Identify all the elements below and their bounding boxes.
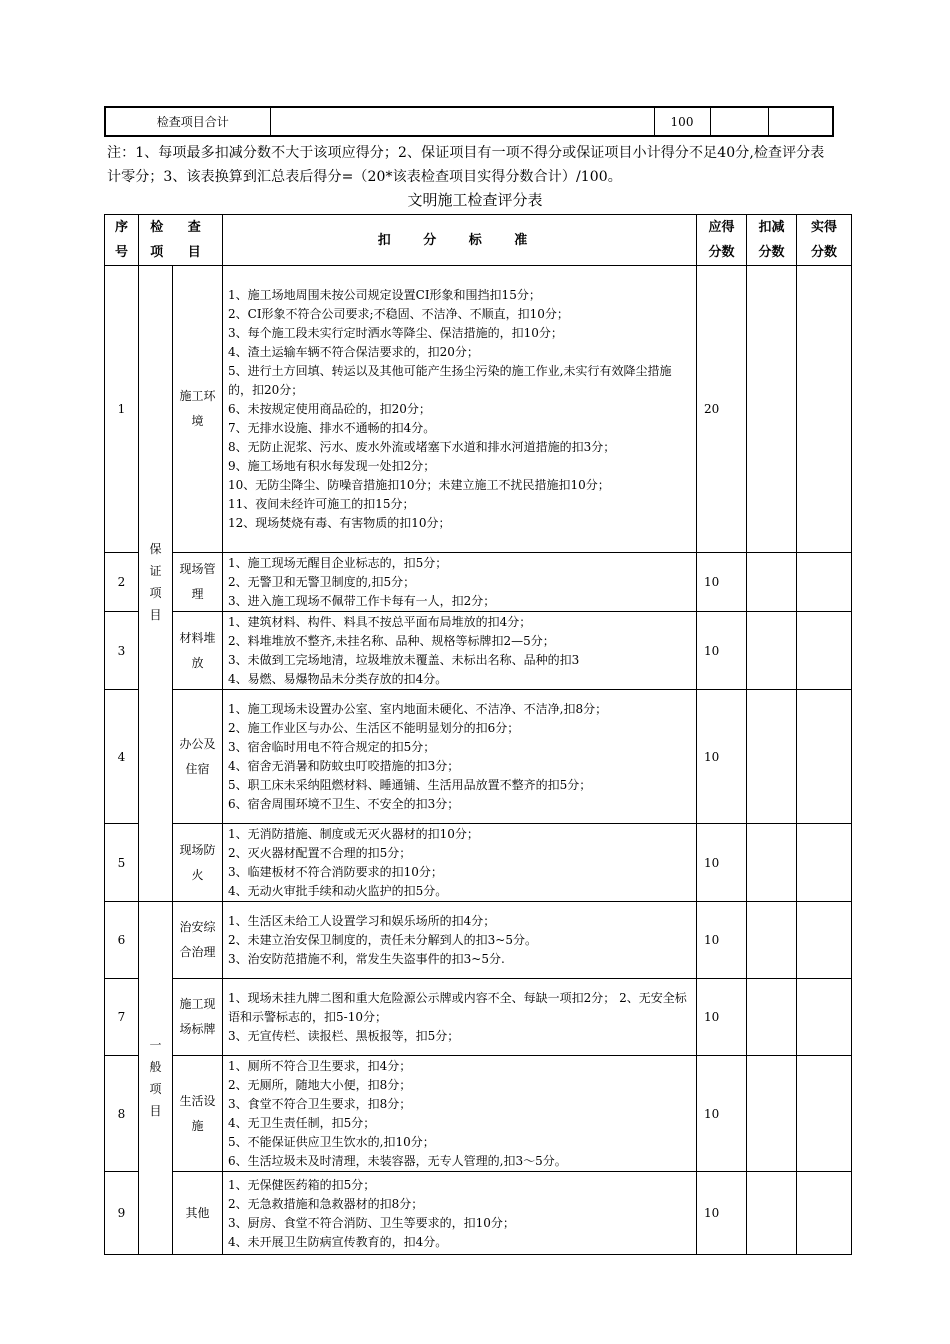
row-item: 施工环境	[173, 266, 223, 553]
standard-line: 3、宿舍临时用电不符合规定的扣5分；	[228, 740, 436, 754]
row-seq: 7	[105, 979, 139, 1056]
standard-line: 3、治安防范措施不利，常发生失盗事件的扣3~5分.	[228, 952, 505, 966]
summary-actual-cell	[768, 107, 833, 136]
table-row	[105, 902, 852, 979]
row-deduct-cell	[747, 1172, 797, 1255]
row-deduct-cell	[747, 266, 797, 553]
standard-line: 9、施工场地有积水每发现一处扣2分；	[228, 459, 436, 473]
row-seq: 6	[105, 902, 139, 979]
standard-line: 3、每个施工段未实行定时洒水等降尘、保洁措施的，扣10分；	[228, 326, 563, 340]
standard-line: 3、食堂不符合卫生要求，扣8分；	[228, 1097, 412, 1111]
row-deduct-cell	[747, 1056, 797, 1172]
standard-line: 3、厨房、食堂不符合消防、卫生等要求的，扣10分；	[228, 1215, 515, 1230]
standard-line: 6、宿舍周围环境不卫生、不安全的扣3分；	[228, 797, 460, 811]
table-title: 文明施工检查评分表	[407, 191, 543, 209]
row-item: 现场防火	[173, 824, 223, 902]
standard-line: 3、未做到工完场地清，垃圾堆放未覆盖、未标出名称、品种的扣3	[228, 653, 580, 667]
row-actual-cell	[797, 1172, 852, 1255]
standard-line: 2、CI形象不符合公司要求;不稳固、不洁净、不顺直，扣10分；	[228, 307, 569, 321]
row-actual-cell	[797, 553, 852, 612]
table-row	[105, 1172, 852, 1255]
table-row	[105, 553, 852, 612]
standard-line: 2、未建立治安保卫制度的，责任未分解到人的扣3~5分。	[228, 933, 537, 947]
header-item-line2: 项 目	[150, 245, 211, 260]
standard-line: 4、渣土运输车辆不符合保洁要求的，扣20分；	[228, 345, 479, 359]
row-standards	[223, 612, 697, 690]
row-points: 10	[697, 612, 747, 690]
row-points: 10	[697, 824, 747, 902]
header-standard	[223, 215, 697, 266]
standard-line: 3、进入施工现场不佩带工作卡每有一人，扣2分；	[228, 594, 496, 608]
standard-line: 2、料堆堆放不整齐,未挂名称、品种、规格等标牌扣2—5分；	[228, 634, 555, 648]
summary-table	[104, 106, 834, 137]
row-standards	[223, 1056, 697, 1172]
standard-line: 3、临建板材不符合消防要求的扣10分；	[228, 865, 443, 879]
row-standards	[223, 902, 697, 979]
standard-line: 2、施工作业区与办公、生活区不能明显划分的扣6分；	[228, 721, 520, 735]
standard-line: 11、夜间未经许可施工的扣15分；	[228, 497, 415, 511]
row-standards	[223, 690, 697, 824]
row-points: 10	[697, 553, 747, 612]
header-standard-text: 扣 分 标 准	[377, 232, 542, 248]
row-deduct-cell	[747, 979, 797, 1056]
row-deduct-cell	[747, 690, 797, 824]
row-item: 现场管理	[173, 553, 223, 612]
standard-line: 3、无宣传栏、读报栏、黑板报等，扣5分；	[228, 1029, 460, 1043]
standard-line: 12、现场焚烧有毒、有害物质的扣10分；	[228, 516, 451, 530]
score-rows	[105, 266, 852, 1255]
table-row	[105, 612, 852, 690]
row-points: 10	[697, 1172, 747, 1255]
standard-line: 2、无急救措施和急救器材的扣8分；	[228, 1196, 424, 1211]
standard-line: 1、现场未挂九牌二图和重大危险源公示牌或内容不全、每缺一项扣2分； 2、无安全标语和示警标志的，扣5-10分；	[228, 991, 687, 1024]
header-seq	[105, 215, 139, 266]
score-table	[104, 214, 852, 1255]
row-deduct-cell	[747, 824, 797, 902]
standard-line: 2、无警卫和无警卫制度的,扣5分；	[228, 575, 416, 589]
row-seq: 8	[105, 1056, 139, 1172]
row-item: 治安综合治理	[173, 902, 223, 979]
header-item	[139, 215, 223, 266]
header-item-line1: 检 查	[150, 220, 211, 235]
header-actual-line1: 实得	[810, 220, 837, 235]
row-actual-cell	[797, 979, 852, 1056]
row-actual-cell	[797, 902, 852, 979]
row-standards	[223, 1172, 697, 1255]
header-seq-line1: 序	[114, 220, 128, 235]
row-actual-cell	[797, 266, 852, 553]
row-seq: 5	[105, 824, 139, 902]
header-due	[697, 215, 747, 266]
standard-line: 4、宿舍无消暑和防蚊虫叮咬措施的扣3分；	[228, 759, 460, 773]
row-seq: 1	[105, 266, 139, 553]
header-deduct-line2: 分数	[758, 245, 785, 260]
standard-line: 4、未开展卫生防病宣传教育的，扣4分。	[228, 1234, 448, 1249]
row-points: 10	[697, 979, 747, 1056]
standard-line: 1、生活区未给工人设置学习和娱乐场所的扣4分；	[228, 914, 496, 928]
row-deduct-cell	[747, 553, 797, 612]
table-row	[105, 824, 852, 902]
header-due-line2: 分数	[708, 245, 735, 260]
standard-line: 4、易燃、易爆物品未分类存放的扣4分。	[228, 672, 448, 686]
row-item: 材料堆放	[173, 612, 223, 690]
standard-line: 10、无防尘降尘、防噪音措施扣10分；未建立施工不扰民措施扣10分；	[228, 478, 610, 492]
category-guarantee: 保证项目	[139, 266, 173, 902]
standard-line: 1、施工现场无醒目企业标志的，扣5分；	[228, 556, 448, 570]
row-item: 生活设施	[173, 1056, 223, 1172]
standard-line: 1、厕所不符合卫生要求，扣4分；	[228, 1059, 412, 1073]
standard-line: 1、无消防措施、制度或无灭火器材的扣10分；	[228, 827, 479, 841]
row-seq: 3	[105, 612, 139, 690]
summary-blank-cell	[270, 107, 654, 136]
row-standards	[223, 553, 697, 612]
table-row	[105, 690, 852, 824]
header-actual-line2: 分数	[810, 245, 837, 260]
standard-line: 1、施工现场未设置办公室、室内地面未硬化、不洁净、不洁净,扣8分；	[228, 702, 608, 716]
header-deduct-line1: 扣减	[758, 220, 785, 235]
standard-line: 5、不能保证供应卫生饮水的,扣10分；	[228, 1135, 435, 1149]
row-item: 办公及住宿	[173, 690, 223, 824]
row-actual-cell	[797, 612, 852, 690]
row-points: 10	[697, 690, 747, 824]
summary-total: 100	[654, 107, 710, 136]
note-text: 注：1、每项最多扣减分数不大于该项应得分；2、保证项目有一项不得分或保证项目小计得分不足40分,检查评分表计零分；3、该表换算到汇总表后得分=（20*该表检查项目实得分数合计）/100。	[107, 145, 825, 185]
table-row	[105, 1056, 852, 1172]
row-standards	[223, 266, 697, 553]
row-points: 20	[697, 266, 747, 553]
standard-line: 5、进行土方回填、转运以及其他可能产生扬尘污染的施工作业,未实行有效降尘措施的，扣20分；	[228, 364, 672, 397]
table-row	[105, 266, 852, 553]
standard-line: 1、施工场地周围未按公司规定设置CI形象和围挡扣15分；	[228, 288, 541, 302]
standard-line: 5、职工床未采纳阻燃材料、睡通铺、生活用品放置不整齐的扣5分；	[228, 778, 592, 792]
summary-row	[105, 107, 833, 136]
row-actual-cell	[797, 824, 852, 902]
header-due-line1: 应得	[708, 220, 735, 235]
summary-label: 检查项目合计	[105, 107, 270, 136]
row-points: 10	[697, 902, 747, 979]
row-actual-cell	[797, 1056, 852, 1172]
row-item: 其他	[173, 1172, 223, 1255]
header-row	[105, 215, 852, 266]
row-standards	[223, 824, 697, 902]
row-seq: 4	[105, 690, 139, 824]
standard-line: 6、未按规定使用商品砼的，扣20分；	[228, 402, 431, 416]
row-deduct-cell	[747, 612, 797, 690]
row-actual-cell	[797, 690, 852, 824]
standard-line: 6、生活垃圾未及时清理，未装容器，无专人管理的,扣3～5分。	[228, 1154, 567, 1168]
standard-line: 4、无动火审批手续和动火监护的扣5分。	[228, 884, 448, 898]
category-general: 一般项目	[139, 902, 173, 1255]
standard-line: 1、建筑材料、构件、料具不按总平面布局堆放的扣4分；	[228, 615, 532, 629]
standard-line: 1、无保健医药箱的扣5分；	[228, 1177, 376, 1192]
row-standards	[223, 979, 697, 1056]
row-seq: 9	[105, 1172, 139, 1255]
standard-line: 8、无防止泥浆、污水、废水外流或堵塞下水道和排水河道措施的扣3分；	[228, 440, 616, 454]
standard-line: 4、无卫生责任制，扣5分；	[228, 1116, 376, 1130]
row-item: 施工现场标牌	[173, 979, 223, 1056]
summary-deduct-cell	[710, 107, 768, 136]
standard-line: 2、灭火器材配置不合理的扣5分；	[228, 846, 412, 860]
header-actual	[797, 215, 852, 266]
row-deduct-cell	[747, 902, 797, 979]
row-seq: 2	[105, 553, 139, 612]
header-deduct	[747, 215, 797, 266]
header-seq-line2: 号	[114, 245, 128, 260]
table-row	[105, 979, 852, 1056]
row-points: 10	[697, 1056, 747, 1172]
standard-line: 7、无排水设施、排水不通畅的扣4分。	[228, 421, 436, 435]
standard-line: 2、无厕所，随地大小便，扣8分；	[228, 1078, 412, 1092]
